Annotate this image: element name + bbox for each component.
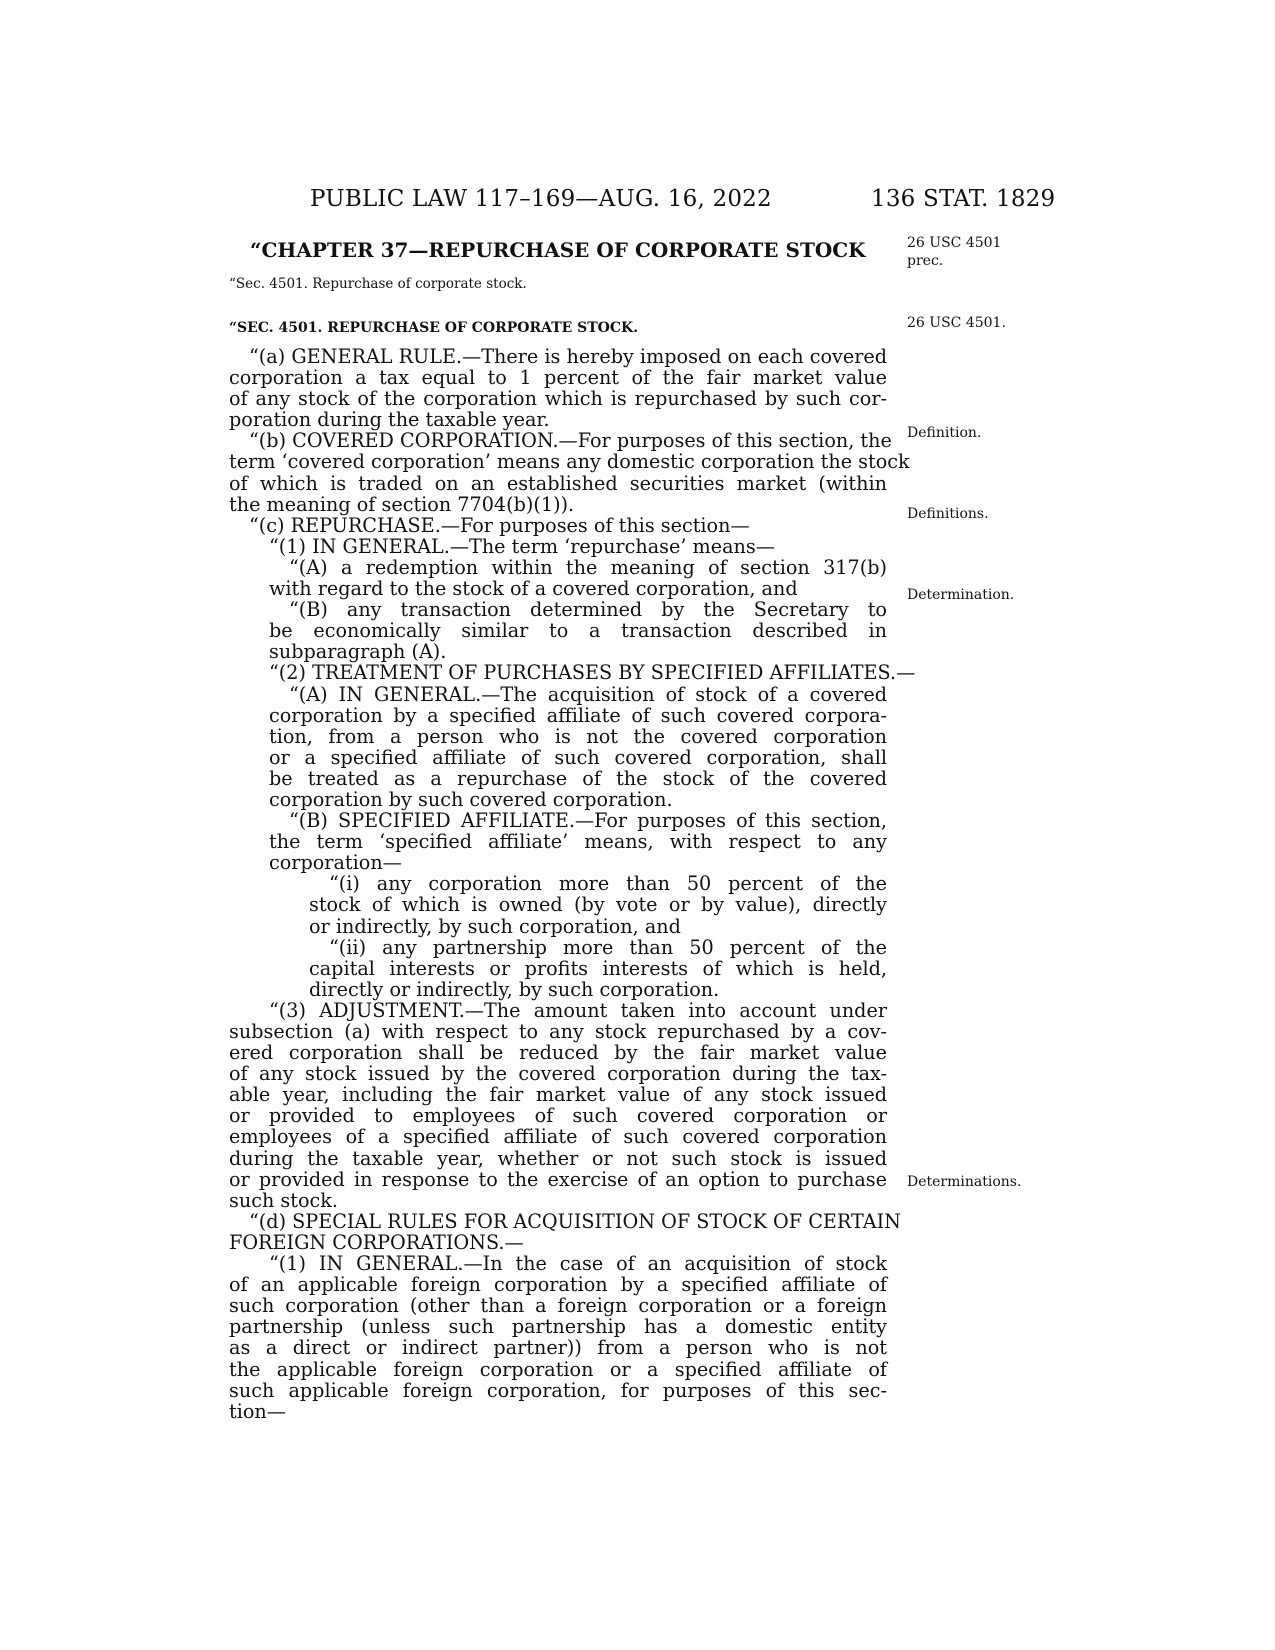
text-line: of which is traded on an established securities market (within [229, 471, 887, 495]
text-line: partnership (unless such partnership has a domestic entity [229, 1315, 887, 1339]
text-line: of any stock of the corporation which is repurchased by such cor- [229, 387, 887, 411]
paragraph-c3 [229, 1000, 887, 1211]
text-line: directly or indirectly, by such corporation. [309, 977, 720, 1001]
clause-c2b-i [229, 873, 887, 936]
subsection-a [229, 346, 887, 430]
text-line: such corporation (other than a foreign corporation or a foreign [229, 1294, 887, 1318]
statute-body [229, 345, 916, 1423]
paragraph-c1 [229, 536, 887, 557]
text-line: “(2) TREATMENT OF PURCHASES BY SPECIFIED AFFILIATES.— [269, 661, 916, 685]
paragraph-d1 [229, 1253, 887, 1422]
chapter-title: “CHAPTER 37—REPURCHASE OF CORPORATE STOCK [250, 238, 866, 262]
text-line: “(c) REPURCHASE.—For purposes of this section— [249, 513, 750, 537]
text-line: tion, from a person who is not the covered corporation [269, 724, 887, 748]
subsection-d [229, 1209, 901, 1254]
text-line: “(A) a redemption within the meaning of section 317(b) [289, 555, 887, 579]
text-line: “(d) SPECIAL RULES FOR ACQUISITION OF STOCK OF CERTAIN [249, 1209, 901, 1233]
running-header-left: PUBLIC LAW 117–169—AUG. 16, 2022 [310, 186, 772, 212]
subsection-c [229, 515, 887, 536]
text-line: stock of which is owned (by vote or by value), directly [309, 893, 887, 917]
clause-c2b-ii [229, 937, 887, 1000]
text-line: be economically similar to a transaction described in [269, 619, 887, 643]
text-line: corporation by a specified affiliate of such covered corpora- [269, 703, 887, 727]
text-line: “(B) SPECIFIED AFFILIATE.—For purposes of this section, [289, 809, 887, 833]
text-line: the term ‘specified affiliate’ means, with respect to any [269, 830, 887, 854]
text-line: “(i) any corporation more than 50 percent of the [329, 872, 887, 896]
section-heading: “SEC. 4501. REPURCHASE OF CORPORATE STOCK. [229, 320, 639, 336]
text-line: the applicable foreign corporation or a specified affiliate of [229, 1357, 887, 1381]
text-line: tion— [229, 1399, 286, 1423]
text-line: “(1) IN GENERAL.—The term ‘repurchase’ means— [269, 534, 775, 558]
text-line: the meaning of section 7704(b)(1)). [229, 492, 575, 516]
subparagraph-c1a [229, 557, 887, 599]
text-line: corporation a tax equal to 1 percent of the fair market value [229, 366, 887, 390]
text-line: be treated as a repurchase of the stock of the covered [269, 766, 887, 790]
text-line: FOREIGN CORPORATIONS.— [229, 1230, 524, 1254]
text-line: or provided to employees of such covered corporation or [229, 1104, 887, 1128]
toc-entry: “Sec. 4501. Repurchase of corporate stock. [229, 276, 527, 292]
text-line: with regard to the stock of a covered corporation, and [269, 577, 798, 601]
text-line: of an applicable foreign corporation by a specified affiliate of [229, 1273, 887, 1297]
subsection-b [229, 429, 910, 516]
text-line: “(A) IN GENERAL.—The acquisition of stock of a covered [289, 682, 887, 706]
margin-note-determination: Determination. [907, 587, 1015, 603]
text-line: “(ii) any partnership more than 50 percent of the [329, 935, 887, 959]
page-number: 136 STAT. 1829 [871, 186, 1056, 212]
text-line: corporation— [269, 851, 402, 875]
text-line: or provided in response to the exercise of an option to purchase [229, 1167, 887, 1191]
margin-note-definitions: Definitions. [907, 506, 989, 522]
text-line: of any stock issued by the covered corporation during the tax- [229, 1062, 887, 1086]
text-line: corporation by such covered corporation. [269, 787, 673, 811]
margin-note-section-ref: 26 USC 4501. [907, 315, 1006, 331]
text-line: “(a) GENERAL RULE.—There is hereby imposed on each covered [249, 345, 887, 368]
subparagraph-c2a [229, 684, 887, 811]
text-line: capital interests or profits interests of which is held, [309, 956, 887, 980]
text-line: as a direct or indirect partner)) from a person who is not [229, 1336, 887, 1360]
text-line: ered corporation shall be reduced by the fair market value [229, 1041, 887, 1065]
text-line: employees of a specified affiliate of such covered corporation [229, 1125, 887, 1149]
subparagraph-c1b [229, 599, 887, 662]
text-line: subsection (a) with respect to any stock repurchased by a cov- [229, 1020, 887, 1043]
margin-note-definition: Definition. [907, 425, 982, 441]
text-line: able year, including the fair market value of any stock issued [229, 1083, 887, 1107]
text-line: or a specified affiliate of such covered corporation, shall [269, 745, 887, 769]
text-line: such applicable foreign corporation, for purposes of this sec- [229, 1378, 887, 1402]
text-line: “(3) ADJUSTMENT.—The amount taken into account under [269, 998, 887, 1022]
text-line: “(1) IN GENERAL.—In the case of an acquisition of stock [269, 1252, 887, 1276]
text-line: such stock. [229, 1188, 338, 1212]
text-line: during the taxable year, whether or not such stock is issued [229, 1146, 887, 1170]
margin-note-chapter-ref: 26 USC 4501 [907, 235, 1002, 251]
margin-note-determinations: Determinations. [907, 1174, 1022, 1190]
text-line: or indirectly, by such corporation, and [309, 914, 681, 938]
text-line: poration during the taxable year. [229, 408, 550, 432]
margin-note-chapter-ref-cont: prec. [907, 253, 944, 269]
paragraph-c2 [229, 661, 916, 685]
text-line: “(b) COVERED CORPORATION.—For purposes of this section, the [249, 429, 892, 453]
subparagraph-c2b [229, 810, 887, 873]
text-line: subparagraph (A). [269, 640, 447, 664]
text-line: “(B) any transaction determined by the Secretary to [289, 598, 887, 622]
text-line: term ‘covered corporation’ means any domestic corporation the stock [229, 450, 910, 474]
